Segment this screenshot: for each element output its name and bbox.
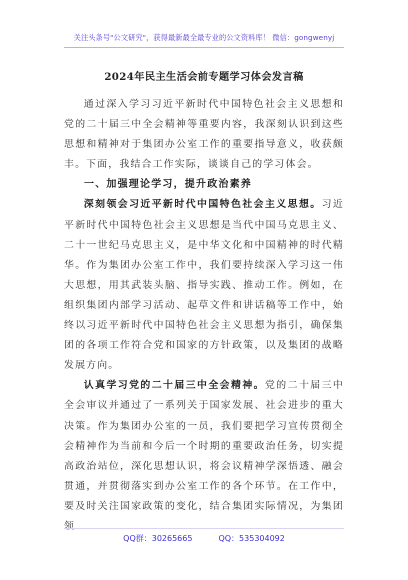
intro-paragraph: 通过深入学习习近平新时代中国特色社会主义思想和党的二十届三中全会精神等重要内容，我深刻认识到这些思想和精神对于集团办公室工作的重要指导意义，收获颇丰。下面，我结合工作实际，谈谈自己的学习体会。 (64, 99, 344, 171)
paragraph-1-lead: 深刻领会习近平新时代中国特色社会主义思想。 (83, 199, 322, 211)
header-banner: 关注头条号"公文研究"，获得最新最全最专业的公文资料库！ 微信：gongwenyj (73, 33, 335, 42)
document-title: 2024年民主生活会前专题学习体会发言稿 (104, 71, 304, 83)
footer-qq: QQ：535304092 (218, 534, 285, 543)
section-heading-1: 一、加强理论学习，提升政治素养 (84, 179, 252, 191)
paragraph-1-body: 习近平新时代中国特色社会主义思想是当代中国马克思主义、二十一世纪马克思主义，是中华文化和中国精神的时代精华。作为集团办公室工作中，我们要持续深入学习这一伟大思想，用其武装头脑、指导实践、推动工作。例如，在组织集团内部学习活动、起草文件和讲话稿等工作中，始终以习近平新时代中国特色社会主义思想为指引，确保集团的各项工作符合党和国家的方针政策，以及集团的战略发展方向。 (64, 199, 344, 372)
paragraph-2 (64, 376, 344, 537)
paragraph-2-lead: 认真学习党的二十届三中全会精神。 (83, 380, 265, 392)
paragraph-1 (64, 195, 344, 376)
header-divider (64, 47, 344, 48)
document-body (64, 68, 344, 537)
footer-divider (64, 528, 344, 529)
footer-qq-group: QQ群：30265665 (123, 534, 193, 543)
footer-contact (0, 533, 408, 544)
paragraph-2-body: 党的二十届三中全会审议并通过了一系列关于国家发展、社会进步的重大决策。作为集团办公室的一员，我们要把学习宣传贯彻全会精神作为当前和今后一个时期的重要政治任务，切实提高政治站位，深化思想认识，将会议精神学深悟透、融会贯通，并贯彻落实到办公室工作的各个环节。在工作中，要及时关注国家政策的变化，结合集团实际情况，为集团领 (64, 380, 345, 532)
